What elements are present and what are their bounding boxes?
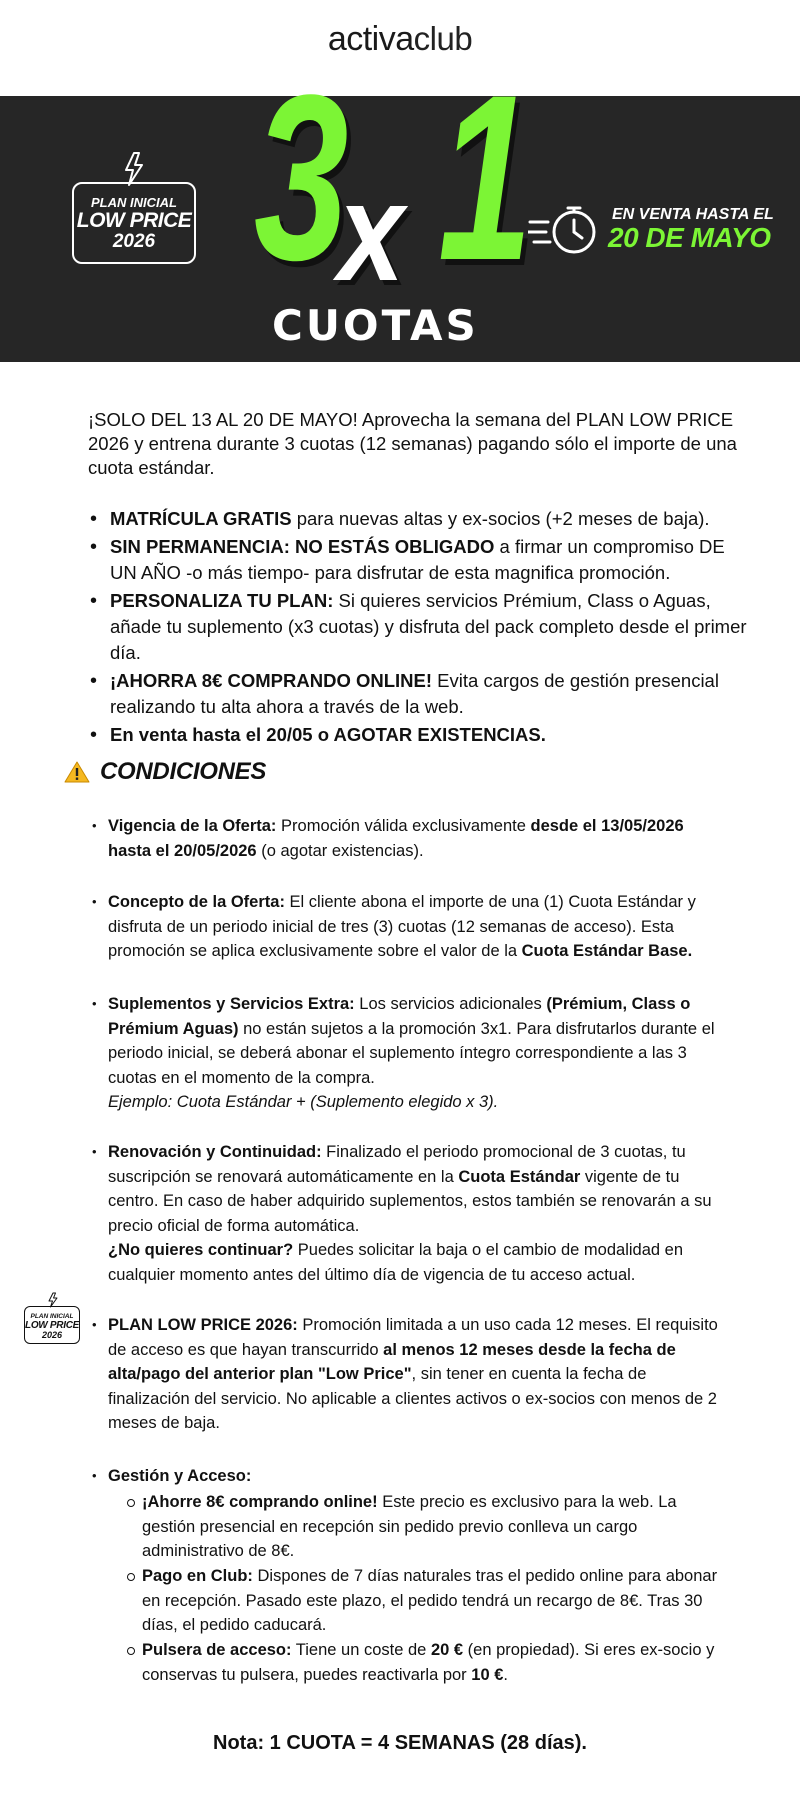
condition-text: cualquier momento antes del último día de vigencia de tu acceso actual. (108, 1265, 636, 1284)
condition-low-price (108, 1313, 728, 1436)
bullet-bold: PERSONALIZA TU PLAN: (110, 590, 334, 611)
logo-part-club: club (413, 20, 473, 57)
sale-date: 20 DE MAYO (608, 222, 771, 253)
activaclub-logo[interactable] (0, 14, 800, 64)
condition-text: Promoción limitada a un uso cada 12 meses. El requisito de acceso es que hayan transcurrido (108, 1316, 718, 1359)
list-item (110, 668, 750, 720)
condition-vigencia (108, 814, 728, 863)
conditions-title: CONDICIONES (100, 758, 267, 785)
badge-line2: LOW PRICE (76, 209, 192, 232)
bullet-text: a firmar un compromiso DE UN AÑO -o más tiempo- para disfrutar de esta magnifica promoción. (110, 536, 725, 583)
condition-text: vigente de tu centro. En caso de haber adquirido suplementos, estos también se renovarán a su precio oficial de forma automática. (108, 1167, 712, 1235)
condition-label: Gestión y Acceso: (108, 1467, 252, 1485)
sub-label: Pago en Club: (142, 1567, 253, 1585)
sub-text: Este precio es exclusivo para la web. La gestión presencial en recepción sin pedido previo conlleva un cargo administrativo de 8€. (142, 1493, 677, 1560)
headline-x: x (338, 153, 405, 310)
badge-line3: 2026 (41, 1330, 63, 1340)
badge-line1: PLAN INICIAL (30, 1313, 74, 1320)
condition-label: Vigencia de la Oferta: (108, 817, 277, 835)
price-bold: 10 € (471, 1665, 504, 1684)
condition-text: no están sujetos a la promoción 3x1. Para disfrutarlos durante el periodo inicial, se deberá abonar el suplemento íntegro correspondiente a las 3 cuotas en el momento de la compra. (108, 1019, 715, 1087)
headline-cuotas: CUOTAS (272, 301, 479, 350)
conditions-heading (64, 758, 266, 786)
condition-text: Finalizado el periodo promocional de 3 cuotas, tu suscripción se renovará automáticamente en la (108, 1143, 686, 1186)
stopwatch-icon (528, 200, 604, 260)
condition-text: Puedes solicitar la baja o el cambio de modalidad en (293, 1241, 684, 1259)
condition-label: Concepto de la Oferta: (108, 893, 285, 911)
bullet-text: Si quieres servicios Prémium, Class o Aguas, añade tu suplemento (x3 cuotas) y disfruta del pack completo desde el primer día. (110, 590, 747, 663)
logo-part-activa: activa (327, 20, 414, 58)
condition-renovacion (108, 1140, 728, 1287)
bullet-bold: ¡AHORRA 8€ COMPRANDO ONLINE! (110, 670, 433, 691)
warning-icon (64, 761, 90, 783)
condition-text: , sin tener en cuenta la fecha de finalización del servicio. No aplicable a clientes activos o ex-socios con menos de 2 meses de baja. (108, 1365, 717, 1432)
low-price-badge-small (24, 1306, 80, 1344)
price-bold: 20 € (430, 1641, 464, 1659)
gestion-pago-club (142, 1564, 732, 1638)
badge-line2: LOW PRICE (25, 1320, 79, 1331)
condition-label: Suplementos y Servicios Extra: (108, 995, 355, 1013)
condition-example: Ejemplo: Cuota Estándar + (Suplemento elegido x 3). (108, 1093, 499, 1111)
bullet-bold: MATRÍCULA GRATIS (110, 508, 292, 529)
sub-label: ¡Ahorre 8€ comprando online! (142, 1493, 378, 1511)
condition-question: ¿No quieres continuar? (108, 1241, 294, 1259)
bullet-text: Evita cargos de gestión presencial realizando tu alta ahora a través de la web. (110, 670, 719, 717)
plan-inicial-badge (72, 182, 196, 264)
sale-label: EN VENTA HASTA EL (612, 206, 774, 223)
sub-label: Pulsera de acceso: (142, 1641, 292, 1659)
sub-text: . (503, 1665, 508, 1684)
sub-text: Tiene un coste de (291, 1641, 431, 1659)
badge-line1: PLAN INICIAL (91, 195, 177, 210)
list-item (110, 534, 750, 586)
condition-text: (o agotar existencias). (256, 841, 424, 860)
list-item (110, 506, 750, 532)
condition-gestion (108, 1464, 728, 1489)
condition-text: El cliente abona el importe de una (1) Cuota Estándar y disfruta de un periodo inicial de tres (3) cuotas (12 semanas de acceso). Esta promoción se aplica exclusivamente sobre el valor de la (108, 893, 696, 960)
promo-banner (0, 46, 800, 362)
intro-text: ¡SOLO DEL 13 AL 20 DE MAYO! Aprovecha la semana del PLAN LOW PRICE 2026 y entrena durante 3 cuotas (12 semanas) pagando sólo el importe de una cuota estándar. (88, 409, 737, 478)
cuota-note: Nota: 1 CUOTA = 4 SEMANAS (28 días). (213, 1732, 587, 1754)
gestion-online (142, 1490, 732, 1564)
condition-label: PLAN LOW PRICE 2026: (108, 1316, 298, 1334)
condition-text: Los servicios adicionales (354, 995, 547, 1013)
gestion-pulsera (142, 1638, 732, 1687)
condition-suplementos (108, 992, 728, 1115)
list-item (110, 588, 750, 666)
badge-line3: 2026 (112, 231, 156, 252)
condition-bold: Cuota Estándar (458, 1167, 581, 1186)
sub-text: (en propiedad). Si eres ex-socio y conservas tu pulsera, puedes reactivarla por (142, 1641, 715, 1684)
bullet-bold: En venta hasta el 20/05 o AGOTAR EXISTENCIAS. (110, 724, 546, 745)
condition-bold: Cuota Estándar Base. (521, 942, 693, 960)
condition-label: Renovación y Continuidad: (108, 1143, 322, 1161)
lightning-bolt-icon (122, 152, 146, 186)
bullet-text: para nuevas altas y ex-socios (+2 meses de baja). (291, 508, 710, 529)
headline-3: 3 (254, 46, 336, 310)
list-item (110, 722, 750, 748)
headline-1: 1 (438, 46, 533, 310)
bullet-bold: SIN PERMANENCIA: NO ESTÁS OBLIGADO (110, 536, 495, 557)
condition-text: Promoción válida exclusivamente (276, 817, 531, 835)
sub-text: Dispones de 7 días naturales tras el pedido online para abonar en recepción. Pasado este plazo, el pedido tendrá un recargo de 8€. Tras 30 días, el pedido caducará. (142, 1567, 718, 1634)
condition-bold: al menos 12 meses desde la fecha de alta/pago del anterior plan "Low Price" (108, 1340, 676, 1383)
condition-dates: desde el 13/05/2026 hasta el 20/05/2026 (108, 817, 684, 860)
condition-bold: (Prémium, Class o Prémium Aguas) (108, 995, 691, 1038)
condition-concepto (108, 890, 728, 964)
benefits-list (110, 506, 750, 750)
